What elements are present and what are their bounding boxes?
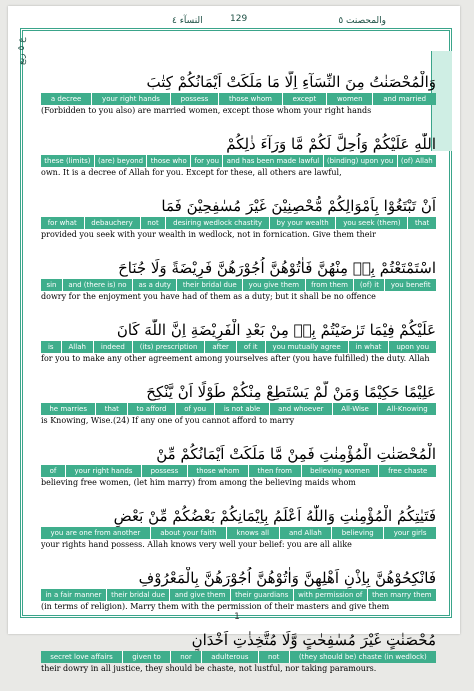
word-gloss: indeed xyxy=(93,341,132,353)
word-gloss: their bridal due xyxy=(176,279,242,291)
page-footer: 1 xyxy=(234,612,240,622)
word-gloss: Allah xyxy=(61,341,93,353)
word-gloss: you give them xyxy=(242,279,304,291)
word-gloss: of you xyxy=(175,403,215,415)
word-gloss: you seek (them) xyxy=(335,217,407,229)
word-gloss: by your wealth xyxy=(269,217,336,229)
verse-block xyxy=(41,381,436,443)
verse-block xyxy=(41,319,436,381)
arabic-line: عَلَيْكُمْ فِيْمَا تَرٰضَيْتُمْ بِهٖ مِنْ بَعْدِ الْفَرِيْضَةِ اِنَّ اللّٰهَ كَانَ xyxy=(116,321,436,339)
word-gloss: your right hands xyxy=(91,93,170,105)
word-gloss: in a fair manner xyxy=(45,591,102,599)
word-gloss: nor xyxy=(170,651,201,663)
word-gloss: is not able xyxy=(214,403,268,415)
word-gloss: after xyxy=(204,341,236,353)
translation-line: (Forbidden to you also) are married women, except those whom your right hands xyxy=(41,106,372,115)
juz-name: والمحصنت ٥ xyxy=(338,16,386,26)
translation-line: (in terms of religion). Marry them with the permission of their masters and give them xyxy=(41,602,390,611)
word-gloss: that xyxy=(407,217,436,229)
word-gloss: not xyxy=(258,651,289,663)
word-gloss: a decree xyxy=(50,95,82,103)
word-gloss: free chaste xyxy=(378,465,436,477)
word-gloss: to afford xyxy=(127,403,175,415)
word-gloss: All-Wise xyxy=(332,403,377,415)
word-gloss: of it xyxy=(236,341,265,353)
verse-block xyxy=(41,195,436,257)
word-gloss: (of) it xyxy=(353,279,384,291)
verse-block xyxy=(41,133,436,195)
word-gloss: possess xyxy=(141,465,187,477)
verse-block xyxy=(41,443,436,505)
arabic-line: اللّٰهِ عَلَيْكُمْ وَاُحِلَّ لَكُمْ مَّا وَرَآءَ ذٰلِكُمْ xyxy=(226,135,436,153)
word-gloss: secret love affairs xyxy=(50,653,113,661)
quran-page xyxy=(8,6,460,673)
translation-line: dowry for the enjoyment you have had of them as a duty; but it shall be no offence xyxy=(41,292,376,301)
word-by-word-row xyxy=(41,465,436,477)
arabic-line: فَتَيٰتِكُمُ الْمُؤْمِنٰتِ وَاللّٰهُ اَعْلَمُ بِاِيْمَانِكُمْ بَعْضُكُمْ مِّنْ بَعْضٍ xyxy=(113,507,436,525)
word-gloss: given to xyxy=(122,651,170,663)
word-gloss: and give them xyxy=(169,589,229,601)
word-gloss: then marry them xyxy=(367,589,436,601)
arabic-line: عَلِيْمًا حَكِيْمًا وَمَنْ لَّمْ يَسْتَطِعْ مِنْكُمْ طَوْلًا اَنْ يَّنْكِحَ xyxy=(146,383,436,401)
word-gloss: All-Knowing xyxy=(377,403,436,415)
word-gloss: your right hands xyxy=(65,465,141,477)
word-gloss: you are one from another xyxy=(50,529,141,537)
surah-name: النسآء ٤ xyxy=(172,16,203,26)
word-gloss: that xyxy=(95,403,127,415)
translation-line: provided you seek with your wealth in wedlock, not in fornication. Give them their xyxy=(41,230,376,239)
word-gloss: about your faith xyxy=(150,527,226,539)
word-gloss: (they should be) chaste (in wedlock) xyxy=(289,651,436,663)
word-gloss: as a duty xyxy=(132,279,176,291)
word-gloss: of xyxy=(49,467,57,475)
word-gloss: in what xyxy=(348,341,389,353)
word-gloss: and has been made lawful xyxy=(222,155,322,167)
arabic-line: اَنْ تَبْتَغُوْا بِاَمْوَالِكُمْ مُّحْصِنِيْنَ غَيْرَ مُسٰفِحِيْنَ فَمَا xyxy=(161,197,436,215)
word-gloss: (binding) upon you xyxy=(323,155,397,167)
arabic-line: فَانْكِحُوْهُنَّ بِاِذْنِ اَهْلِهِنَّ وَاٰتُوْهُنَّ اُجُوْرَهُنَّ بِالْمَعْرُوْفِ xyxy=(138,569,436,587)
word-gloss: not xyxy=(140,217,166,229)
page-header xyxy=(22,12,446,28)
word-gloss: you benefit xyxy=(384,279,436,291)
verse-block xyxy=(41,71,436,133)
verse-content xyxy=(41,71,436,691)
word-by-word-row xyxy=(41,279,436,291)
word-gloss: these (limits) xyxy=(44,157,91,165)
word-gloss: except xyxy=(282,93,326,105)
word-gloss: possess xyxy=(170,93,218,105)
word-by-word-row xyxy=(41,93,436,105)
verse-block xyxy=(41,257,436,319)
translation-line: own. It is a decree of Allah for you. Except for these, all others are lawful, xyxy=(41,168,342,177)
word-gloss: adulterous xyxy=(201,651,258,663)
translation-line: their dowry in all justice, they should be chaste, not lustful, nor taking paramours. xyxy=(41,664,377,673)
word-gloss: for you xyxy=(190,155,222,167)
word-gloss: then from xyxy=(248,465,301,477)
arabic-line: اسْتَمْتَعْتُمْ بِهٖ مِنْهُنَّ فَاٰتُوْهُنَّ اُجُوْرَهُنَّ فَرِيْضَةً وَلَا جُنَاحَ xyxy=(118,259,436,277)
translation-line: is Knowing, Wise.(24) If any one of you cannot afford to marry xyxy=(41,416,295,425)
verse-block xyxy=(41,629,436,691)
word-gloss: he marries xyxy=(49,405,87,413)
word-by-word-row xyxy=(41,589,436,601)
word-gloss: knows all xyxy=(226,527,279,539)
ruku-marker: ع ٥ ربع xyxy=(17,37,27,65)
translation-line: believing free women, (let him marry) from among the believing maids whom xyxy=(41,478,356,487)
word-by-word-row xyxy=(41,651,436,663)
translation-line: your rights hand possess. Allah knows very well your belief: you are all alike xyxy=(41,540,352,549)
arabic-line: مُحْصَنٰتٍ غَيْرَ مُسٰفِحٰتٍ وَّلَا مُتَّخِذٰتِ اَخْدَانٍ xyxy=(191,631,436,649)
word-gloss: with permission of xyxy=(293,589,367,601)
word-gloss: (its) prescription xyxy=(132,341,205,353)
word-gloss: for what xyxy=(47,219,77,227)
word-gloss: believing xyxy=(331,527,383,539)
word-gloss: and (there is) no xyxy=(62,279,132,291)
word-gloss: and Allah xyxy=(279,527,332,539)
word-gloss: women xyxy=(326,93,372,105)
word-gloss: desiring wedlock chastity xyxy=(165,217,268,229)
word-by-word-row xyxy=(41,527,436,539)
word-gloss: those who xyxy=(146,155,190,167)
word-gloss: their guardians xyxy=(230,589,293,601)
word-gloss: sin xyxy=(46,281,57,289)
word-gloss: those whom xyxy=(187,465,248,477)
word-gloss: your girls xyxy=(383,527,436,539)
arabic-line: وَالْمُحْصَنٰتُ مِنَ النِّسَآءِ اِلَّا مَا مَلَكَتْ اَيْمَانُكُمْ كِتٰبَ xyxy=(146,73,436,91)
translation-line: for you to make any other agreement among yourselves after (you have fulfilled) the duty. Allah xyxy=(41,354,430,363)
word-gloss: you mutually agree xyxy=(265,341,348,353)
text-frame xyxy=(17,28,452,673)
word-by-word-row xyxy=(41,341,436,353)
word-gloss: (of) Allah xyxy=(397,155,436,167)
word-gloss: believing women xyxy=(301,465,379,477)
word-gloss: upon you xyxy=(388,341,436,353)
word-gloss: is xyxy=(47,343,54,351)
word-gloss: debauchery xyxy=(84,217,140,229)
arabic-line: الْمُحْصَنٰتِ الْمُؤْمِنٰتِ فَمِنْ مَّا مَلَكَتْ اَيْمَانُكُمْ مِّنْ xyxy=(156,445,436,463)
word-by-word-row xyxy=(41,155,436,167)
word-by-word-row xyxy=(41,217,436,229)
page-number: 129 xyxy=(230,14,248,24)
word-gloss: their bridal due xyxy=(106,589,170,601)
word-gloss: (are) beyond xyxy=(94,155,147,167)
word-gloss: those whom xyxy=(218,93,282,105)
word-gloss: and whoever xyxy=(269,403,332,415)
word-gloss: and married xyxy=(372,93,436,105)
word-gloss: from them xyxy=(305,279,354,291)
verse-block xyxy=(41,505,436,567)
word-by-word-row xyxy=(41,403,436,415)
